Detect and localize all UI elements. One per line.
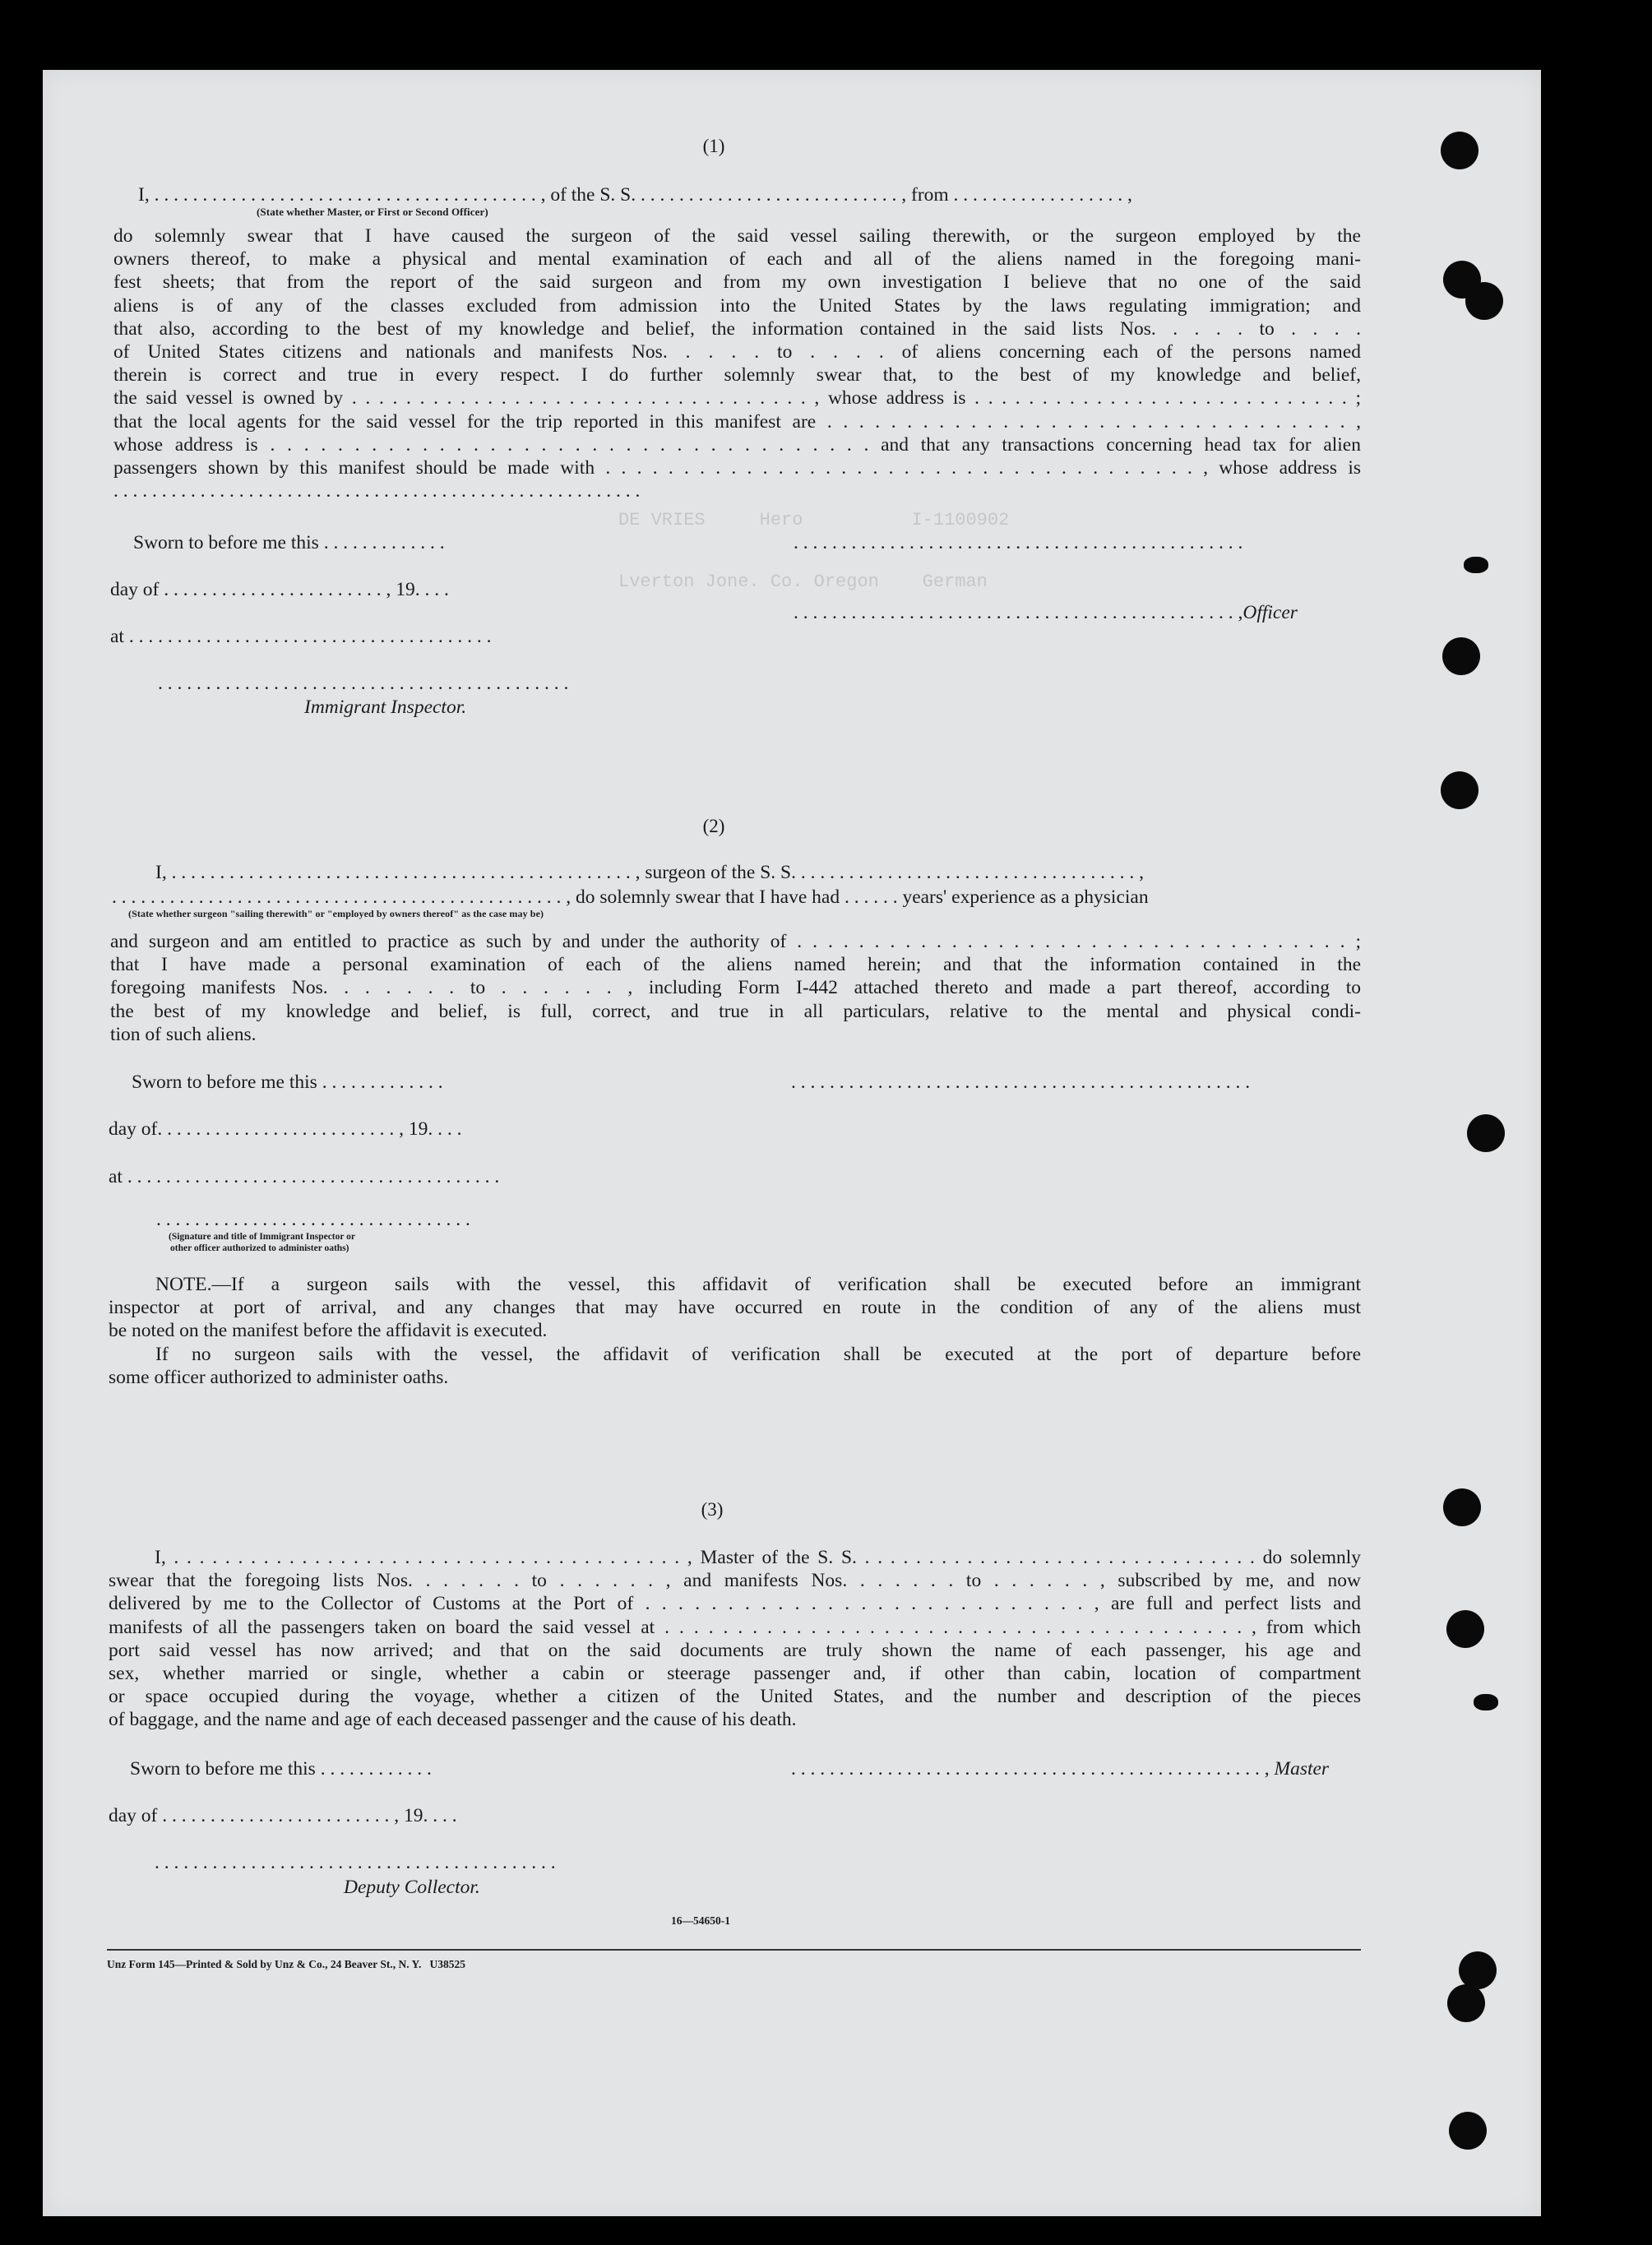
oath-line: and surgeon and am entitled to practice as such by and under the authority of . . . . . . . . . . . . . . . . . . . . . . . . . . . . . . . . . . . . ; (110, 931, 1361, 952)
inspector-dots: . . . . . . . . . . . . . . . . . . . . . . . . . . . . . . . . . . . . . . . . . . . (158, 673, 569, 694)
signature-dots: . . . . . . . . . . . . . . . . . . . . . . . . . . . . . . . . . . . . . . . . . . (155, 1852, 556, 1873)
officer-label: Officer (1242, 602, 1298, 623)
note-line: If no surgeon sails with the vessel, the affidavit of verification shall be executed at the port of departure before (155, 1343, 1361, 1365)
oath-line: of United States citizens and nationals and manifests Nos. . . . . to . . . . of aliens concerning each of the persons named (113, 340, 1361, 363)
oath-line: whose address is . . . . . . . . . . . . . . . . . . . . . . . . . . . . . . . . . . . . and that any transactions concerning head tax for alien (113, 433, 1361, 456)
punch-hole (1467, 1114, 1505, 1152)
oath-line: passengers shown by this manifest should be made with . . . . . . . . . . . . . . . . . . . . . . . . . . . . . . . . . . . . . . , whose address is (113, 456, 1361, 479)
punch-hole (1443, 1488, 1481, 1526)
bleed-through-text: Lverton Jone. Co. Oregon German (618, 572, 988, 592)
officer-rank-hint: (State whether Master, or First or Second Officer) (257, 206, 488, 218)
officer-dots: . . . . . . . . . . . . . . . . . . . . . . . . . . . . . . . . . . . . . . . . . . . . . . , (794, 602, 1243, 623)
oath-line: that also, according to the best of my knowledge and belief, the information contained in the said lists Nos. . . . . to . . . . (113, 317, 1361, 340)
officer-signature-line (794, 602, 1298, 624)
sworn-line: Sworn to before me this . . . . . . . . . . . . (130, 1758, 432, 1780)
master-label: Master (1274, 1758, 1330, 1780)
oath-line: aliens is of any of the classes excluded from admission into the United States by the laws regulating immigration; and (113, 294, 1361, 317)
punch-hole (1442, 637, 1480, 675)
officer-name-line: I, . . . . . . . . . . . . . . . . . . . . . . . . . . . . . . . . . . . . . . . . , of the S. S. . . . . . . . . . . . . . . . . . . . . . . . . . . . , from . . . . . . . . . . . . . . . . . . , (138, 184, 1132, 206)
day-line: day of . . . . . . . . . . . . . . . . . . . . . . . , 19. . . . (110, 579, 449, 600)
punch-hole (1447, 1984, 1485, 2022)
manifest-affidavit-page (43, 70, 1541, 2216)
punch-hole (1441, 771, 1478, 809)
oath-line: of baggage, and the name and age of each deceased passenger and the cause of his death. (109, 1709, 797, 1731)
punch-hole (1465, 282, 1503, 320)
section-number: (1) (702, 136, 725, 156)
oath-line: that the local agents for the said vessel for the trip reported in this manifest are . . . . . . . . . . . . . . . . . . . . . . . . . . . . . . . . . , (113, 410, 1361, 433)
at-line: at . . . . . . . . . . . . . . . . . . . . . . . . . . . . . . . . . . . . . . . (109, 1166, 500, 1187)
note-line: some officer authorized to administer oaths. (109, 1366, 449, 1388)
punch-hole (1446, 1610, 1484, 1648)
note-line: inspector at port of arrival, and any changes that may have occurred en route in the condition of any of the aliens must (109, 1297, 1361, 1319)
sworn-line: Sworn to before me this . . . . . . . . . . . . . (133, 532, 445, 553)
punch-hole (1449, 2112, 1487, 2150)
signature-dots: . . . . . . . . . . . . . . . . . . . . . . . . . . . . . . . . . (156, 1209, 470, 1230)
signature-dots: . . . . . . . . . . . . . . . . . . . . . . . . . . . . . . . . . . . . . . . . . . . . . . . . (791, 1072, 1251, 1093)
oath-line: I, . . . . . . . . . . . . . . . . . . . . . . . . . . . . . . . . . . . . . . . . , Master of the S. S. . . . . . . . . . . . . . . . . . . . . . . . . . . . . . . . do solemnly (155, 1547, 1361, 1568)
collector-label: Deputy Collector. (344, 1877, 480, 1898)
day-line: day of. . . . . . . . . . . . . . . . . . . . . . . . . , 19. . . . (109, 1118, 462, 1140)
oath-line: port said vessel has now arrived; and that on the said documents are truly shown the name of each passenger, his age and (109, 1639, 1361, 1661)
printer-footer: Unz Form 145—Printed & Sold by Unz & Co., 24 Beaver St., N. Y. U38525 (107, 1958, 465, 1970)
master-signature-line (791, 1758, 1329, 1780)
punch-hole (1464, 557, 1488, 573)
oath-line: delivered by me to the Collector of Customs at the Port of . . . . . . . . . . . . . . . . . . . . . . . . . . . , are full and perfect lists and (109, 1593, 1361, 1615)
section-number: (3) (701, 1499, 724, 1520)
surgeon-type-hint: (State whether surgeon "sailing therewith" or "employed by owners thereof" as the case may be) (128, 908, 544, 919)
surgeon-name-line: I, . . . . . . . . . . . . . . . . . . . . . . . . . . . . . . . . . . . . . . . . . . . . . . . . , surgeon of the S. S. . . . . . . . . . . . . . . . . . . . . . . . . . . . . . . . . . . . , (155, 862, 1144, 883)
bleed-through-text: DE VRIES Hero I-1100902 (618, 510, 1010, 530)
oath-line: owners thereof, to make a physical and mental examination of each and all of the aliens named in the foregoing mani- (113, 248, 1361, 271)
oath-line: or space occupied during the voyage, whether a citizen of the United States, and the number and description of the pieces (109, 1686, 1361, 1708)
oath-line: foregoing manifests Nos. . . . . . . to . . . . . . , including Form I-442 attached thereto and made a part thereof, according to (110, 977, 1361, 999)
form-code: 16—54650-1 (671, 1914, 730, 1927)
section-number: (2) (702, 816, 725, 836)
oath-line: swear that the foregoing lists Nos. . . . . . . to . . . . . . , and manifests Nos. . . . . . . to . . . . . . , subscribed by me, and now (109, 1570, 1361, 1592)
punch-hole (1474, 1694, 1498, 1710)
section2-note (109, 1273, 1361, 1389)
signature-dots: . . . . . . . . . . . . . . . . . . . . . . . . . . . . . . . . . . . . . . . . . . . . . . . (794, 532, 1243, 553)
oath-line: sex, whether married or single, whether a cabin or steerage passenger and, if other than cabin, location of compartment (109, 1662, 1361, 1684)
section1-oath-body (113, 224, 1361, 502)
oath-line: do solemnly swear that I have caused the surgeon of the said vessel sailing therewith, or the surgeon employed by the (113, 225, 1361, 247)
signature-hint: other officer authorized to administer oaths) (170, 1243, 349, 1253)
signature-hint: (Signature and title of Immigrant Inspector or (169, 1232, 356, 1242)
surgeon-experience-line: . . . . . . . . . . . . . . . . . . . . . . . . . . . . . . . . . . . . . . . . . . . . . . . , do solemnly swear that I have had . . . . . . years' experience as a physician (112, 886, 1149, 908)
master-dots: . . . . . . . . . . . . . . . . . . . . . . . . . . . . . . . . . . . . . . . . . . . . . . . . . , (791, 1758, 1270, 1780)
oath-line: fest sheets; that from the report of the said surgeon and from my own investigation I believe that no one of the said (113, 271, 1361, 294)
oath-line: tion of such aliens. (110, 1023, 257, 1045)
note-line: be noted on the manifest before the affidavit is executed. (109, 1320, 548, 1342)
day-line: day of . . . . . . . . . . . . . . . . . . . . . . . . , 19. . . . (109, 1805, 457, 1826)
oath-line: the said vessel is owned by . . . . . . . . . . . . . . . . . . . . . . . . . . . . . . . . . . , whose address is . . . . . . . . . . . . . . . . . . . . . . . . . . . . ; (113, 387, 1361, 410)
oath-line: . . . . . . . . . . . . . . . . . . . . . . . . . . . . . . . . . . . . . . . . . . . . . . . . . . . . . . . (113, 480, 641, 502)
footer-rule (107, 1949, 1361, 1951)
sworn-line: Sworn to before me this . . . . . . . . . . . . . (132, 1072, 443, 1093)
section3-oath-body (109, 1546, 1361, 1732)
oath-line: therein is correct and true in every respect. I do further solemnly swear that, to the best of my knowledge and belief, (113, 364, 1361, 387)
section2-oath-body (110, 930, 1361, 1046)
oath-line: that I have made a personal examination of each of the aliens named herein; and that the information contained in the (110, 954, 1361, 976)
oath-line: manifests of all the passengers taken on board the said vessel at . . . . . . . . . . . . . . . . . . . . . . . . . . . . . . . . . . . . . . . . , from which (109, 1616, 1361, 1638)
note-line: NOTE.—If a surgeon sails with the vessel, this affidavit of verification shall be executed before an immigrant (155, 1274, 1361, 1295)
punch-hole (1441, 132, 1478, 169)
inspector-label: Immigrant Inspector. (304, 697, 467, 718)
at-line: at . . . . . . . . . . . . . . . . . . . . . . . . . . . . . . . . . . . . . . (110, 626, 492, 647)
oath-line: the best of my knowledge and belief, is full, correct, and true in all particulars, relative to the mental and physical condi- (110, 1000, 1361, 1022)
